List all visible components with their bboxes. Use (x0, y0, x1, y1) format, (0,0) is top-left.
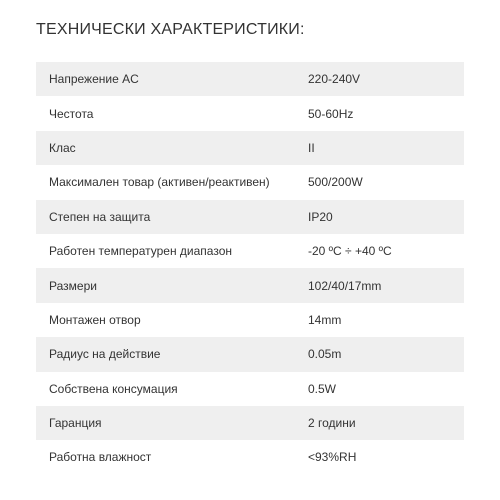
spec-label: Гаранция (36, 406, 308, 440)
spec-row-dimensions (36, 268, 464, 302)
spec-value: 0.05m (308, 337, 464, 371)
spec-value: 102/40/17mm (308, 268, 464, 302)
spec-row-range (36, 337, 464, 371)
page-title: ТЕХНИЧЕСКИ ХАРАКТЕРИСТИКИ: (36, 21, 305, 38)
spec-row-humidity (36, 440, 464, 474)
spec-label: Максимален товар (активен/реактивен) (36, 165, 308, 199)
spec-label: Размери (36, 268, 308, 302)
spec-value: IP20 (308, 200, 464, 234)
spec-row-frequency (36, 96, 464, 130)
spec-label: Радиус на действие (36, 337, 308, 371)
spec-row-consumption (36, 372, 464, 406)
spec-value: 50-60Hz (308, 96, 464, 130)
spec-row-temperature (36, 234, 464, 268)
spec-row-max-load (36, 165, 464, 199)
spec-value: <93%RH (308, 440, 464, 474)
spec-label: Собствена консумация (36, 372, 308, 406)
spec-row-voltage (36, 62, 464, 96)
spec-value: 2 години (308, 406, 464, 440)
spec-label: Клас (36, 131, 308, 165)
spec-row-mounting-hole (36, 303, 464, 337)
specifications-table (36, 62, 464, 475)
spec-row-class (36, 131, 464, 165)
spec-value: -20 ºC ÷ +40 ºC (308, 234, 464, 268)
spec-value: 220-240V (308, 62, 464, 96)
spec-label: Работна влажност (36, 440, 308, 474)
spec-label: Степен на защита (36, 200, 308, 234)
spec-label: Работен температурен диапазон (36, 234, 308, 268)
spec-value: 500/200W (308, 165, 464, 199)
spec-row-warranty (36, 406, 464, 440)
spec-value: 0.5W (308, 372, 464, 406)
spec-label: Монтажен отвор (36, 303, 308, 337)
specifications-body (36, 62, 464, 475)
spec-label: Честота (36, 96, 308, 130)
spec-value: II (308, 131, 464, 165)
spec-label: Напрежение AC (36, 62, 308, 96)
spec-row-protection (36, 200, 464, 234)
spec-value: 14mm (308, 303, 464, 337)
